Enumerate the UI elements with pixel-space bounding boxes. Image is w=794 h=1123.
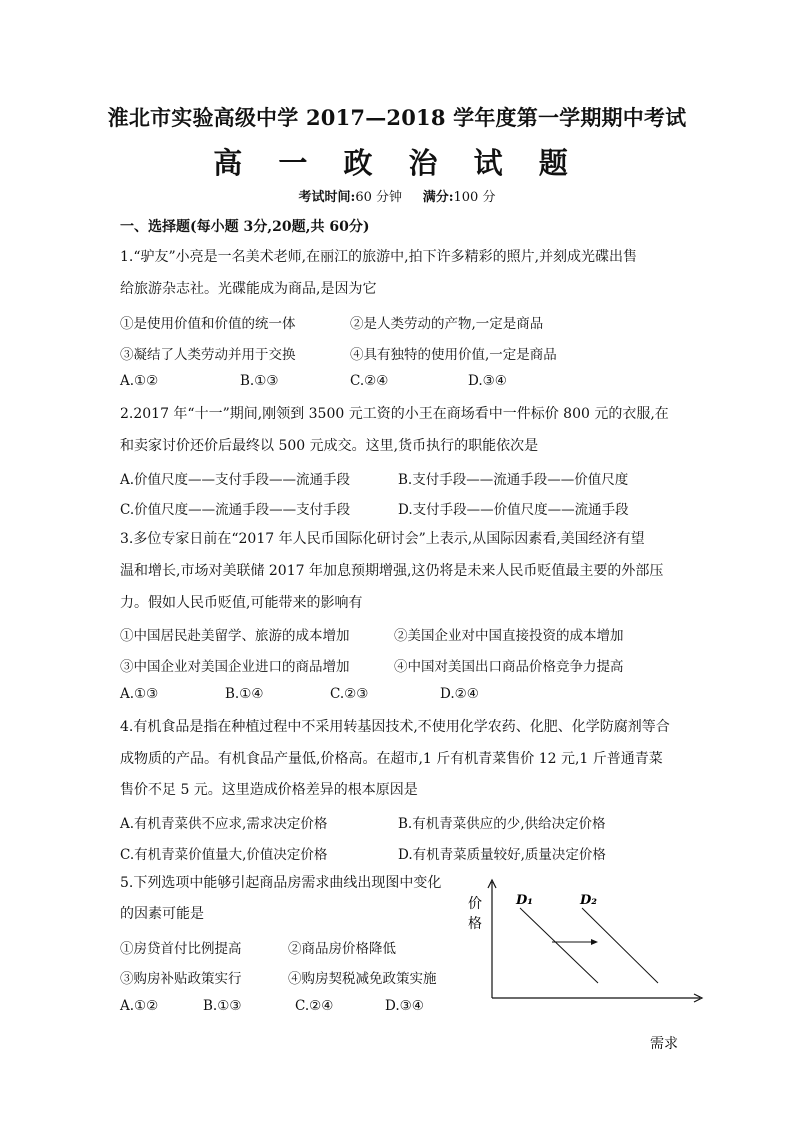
q5-option-c: C.②④ [295,998,334,1014]
time-label: 考试时间: [298,190,356,205]
q2-line-1: 2.2017 年“十一”期间,刚领到 3500 元工资的小王在商场看中一件标价 800 元的衣服,在 [120,406,669,422]
score-value: 100 分 [453,190,496,205]
series-label-d2: D₂ [580,893,597,908]
q1-option-b: B.①③ [240,373,279,389]
q1-statement-2: ②是人类劳动的产物,一定是商品 [350,316,544,332]
q2-option-d: D.支付手段——价值尺度——流通手段 [398,502,629,518]
q1-statement-1: ①是使用价值和价值的统一体 [120,316,296,332]
q4-option-c: C.有机青菜价值量大,价值决定价格 [120,847,328,863]
q3-option-d: D.②④ [440,686,479,702]
q3-option-c: C.②③ [330,686,369,702]
q3-statement-1: ①中国居民赴美留学、旅游的成本增加 [120,628,350,644]
q4-line-3: 售价不足 5 元。这里造成价格差异的根本原因是 [120,782,418,798]
exam-title: 淮北市实验高级中学 2017—2018 学年度第一学期期中考试 [107,105,687,130]
q1-line-1: 1.“驴友”小亮是一名美术老师,在丽江的旅游中,拍下许多精彩的照片,并刻成光碟出售 [120,249,638,265]
q5-option-d: D.③④ [385,998,424,1014]
q4-option-b: B.有机青菜供应的少,供给决定价格 [398,816,606,832]
x-axis-label: 需求 [650,1036,678,1052]
q1-option-a: A.①② [120,373,159,389]
q4-option-a: A.有机青菜供不应求,需求决定价格 [120,816,328,832]
y-axis-label-bottom: 格 [468,916,482,932]
q3-line-1: 3.多位专家日前在“2017 年人民币国际化研讨会”上表示,从国际因素看,美国经济有望 [120,531,645,547]
q5-line-2: 的因素可能是 [120,906,204,922]
q4-line-1: 4.有机食品是指在种植过程中不采用转基因技术,不使用化学农药、化肥、化学防腐剂等合 [120,719,670,735]
q3-option-a: A.①③ [120,686,159,702]
q5-statement-1: ①房贷首付比例提高 [120,941,242,957]
demand-curve-d1 [520,908,598,983]
y-axis-label-top: 价 [468,896,482,912]
q2-option-a: A.价值尺度——支付手段——流通手段 [120,472,351,488]
q5-option-a: A.①② [120,998,159,1014]
q1-line-2: 给旅游杂志社。光碟能成为商品,是因为它 [120,281,377,297]
q3-statement-4: ④中国对美国出口商品价格竞争力提高 [394,659,624,675]
exam-info [0,186,794,205]
time-value: 60 分钟 [355,190,403,205]
q4-option-d: D.有机青菜质量较好,质量决定价格 [398,847,606,863]
exam-subtitle: 高 一 政 治 试 题 [213,146,581,180]
q2-option-c: C.价值尺度——流通手段——支付手段 [120,502,351,518]
q5-statement-3: ③购房补贴政策实行 [120,971,242,987]
demand-shift-chart [460,878,720,1058]
q3-statement-3: ③中国企业对美国企业进口的商品增加 [120,659,350,675]
q3-line-2: 温和增长,市场对美联储 2017 年加息预期增强,这仍将是未来人民币贬值最主要的外部压 [120,563,664,579]
series-label-d1: D₁ [516,893,533,908]
q5-statement-2: ②商品房价格降低 [288,941,396,957]
q1-option-d: D.③④ [468,373,507,389]
q5-statement-4: ④购房契税减免政策实施 [288,971,437,987]
q1-statement-3: ③凝结了人类劳动并用于交换 [120,347,296,363]
q1-statement-4: ④具有独特的使用价值,一定是商品 [350,347,557,363]
q2-line-2: 和卖家讨价还价后最终以 500 元成交。这里,货币执行的职能依次是 [120,438,539,454]
q3-option-b: B.①④ [225,686,264,702]
q5-option-b: B.①③ [203,998,242,1014]
q4-line-2: 成物质的产品。有机食品产量低,价格高。在超市,1 斤有机青菜售价 12 元,1 斤普通青菜 [120,751,663,767]
score-label: 满分: [422,190,454,205]
section-heading: 一、选择题(每小题 3分,20题,共 60分) [120,219,370,235]
q3-line-3: 力。假如人民币贬值,可能带来的影响有 [120,595,363,611]
q5-line-1: 5.下列选项中能够引起商品房需求曲线出现图中变化 [120,875,442,891]
q3-statement-2: ②美国企业对中国直接投资的成本增加 [394,628,624,644]
q1-option-c: C.②④ [350,373,389,389]
q2-option-b: B.支付手段——流通手段——价值尺度 [398,472,629,488]
shift-arrow-head [591,939,598,945]
demand-curve-d2 [582,908,658,983]
